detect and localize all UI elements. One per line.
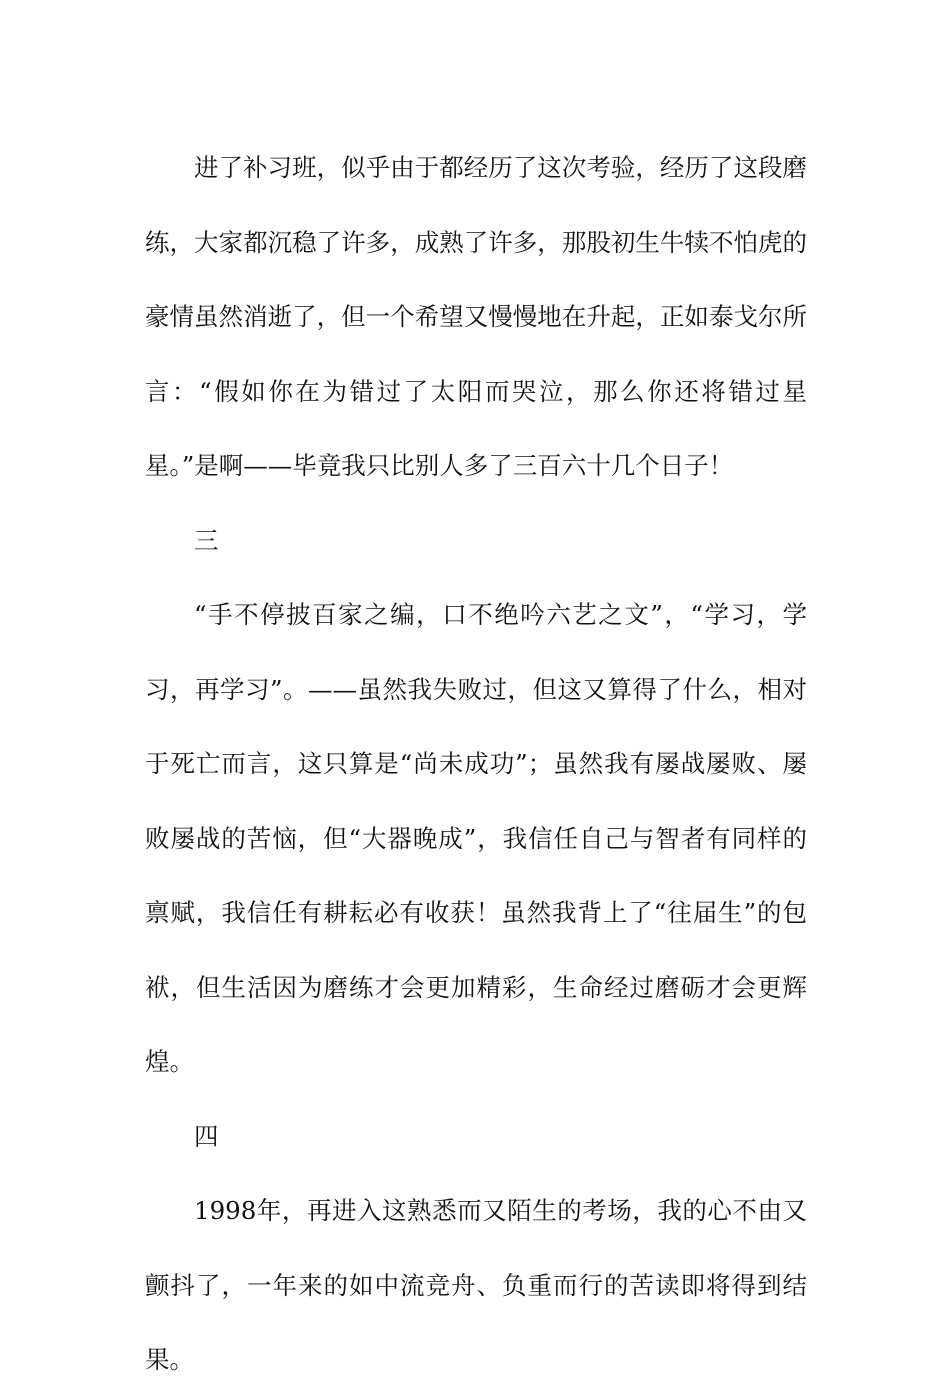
paragraph-2: “手不停披百家之编，口不绝吟六艺之文”，“学习，学习，再学习”。——虽然我失败过，但这又算得了什么，相对于死亡而言，这只算是“尚未成功”；虽然我有屡战屡败、屡败屡战的苦恼，但“大器晚成”，我信任自己与智者有同样的禀赋，我信任有耕耘必有收获！虽然我背上了“往届生”的包袱，但生活因为磨练才会更加精彩，生命经过磨砺才会更辉煌。	[145, 600, 807, 1076]
section-heading-3: 三	[194, 525, 219, 555]
paragraph-1: 进了补习班，似乎由于都经历了这次考验，经历了这段磨练，大家都沉稳了许多，成熟了许多，那股初生牛犊不怕虎的豪情虽然消逝了，但一个希望又慢慢地在升起，正如泰戈尔所言：“假如你在为错过了太阳而哭泣，那么你还将错过星星。”是啊——毕竟我只比别人多了三百六十几个日子！	[145, 153, 807, 480]
paragraph-3: 1998年，再进入这熟悉而又陌生的考场，我的心不由又颤抖了，一年来的如中流竞舟、负重而行的苦读即将得到结果。	[145, 1196, 807, 1374]
document-body	[145, 131, 807, 1398]
section-heading-4: 四	[194, 1121, 219, 1151]
